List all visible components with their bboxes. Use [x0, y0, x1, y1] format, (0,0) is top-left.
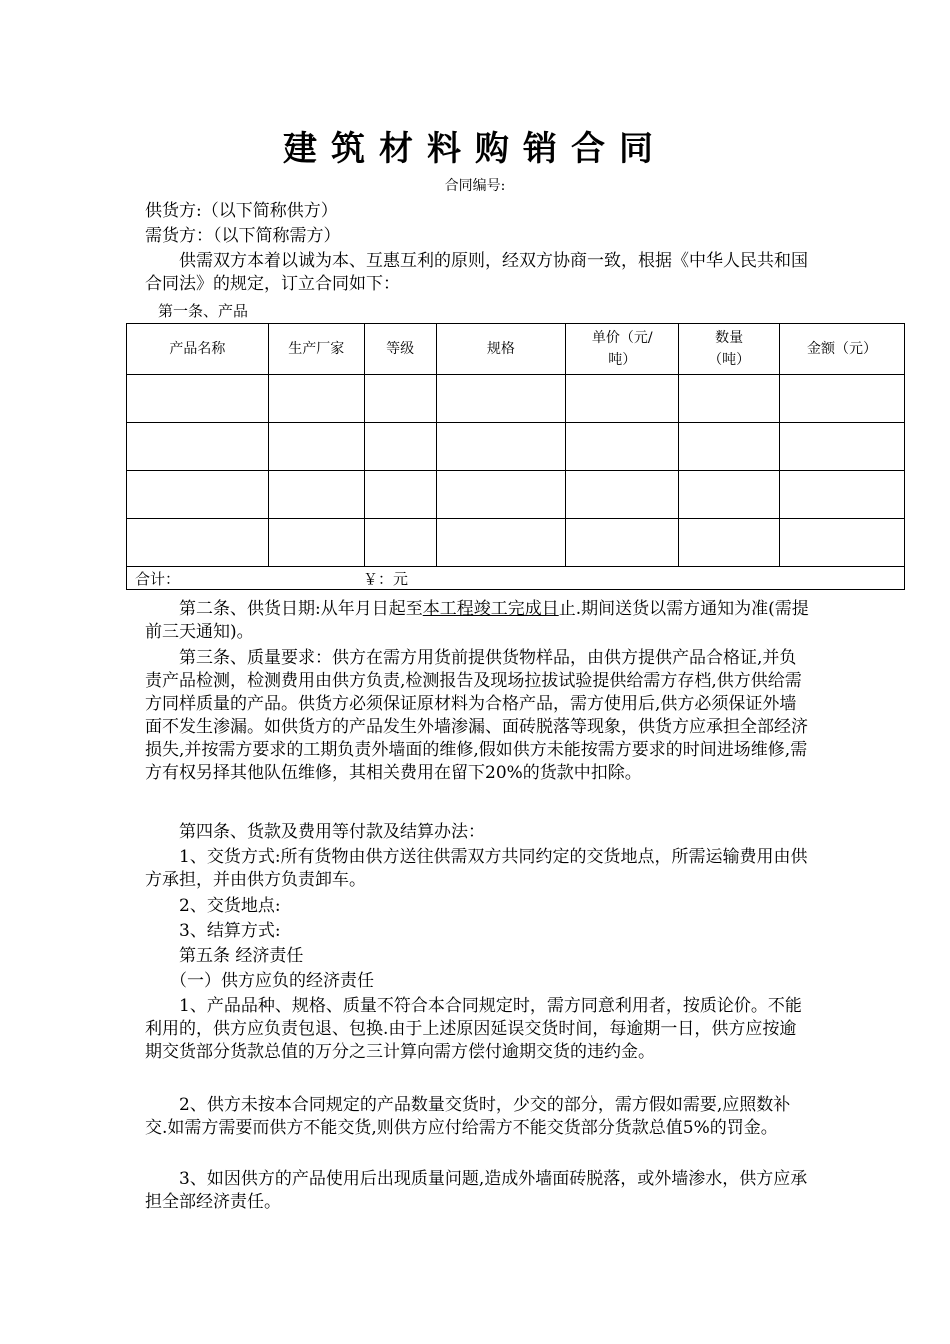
header-unit-price — [566, 324, 679, 375]
table-cell — [268, 471, 364, 519]
header-quantity-line2: （吨） — [708, 352, 751, 368]
table-cell — [679, 519, 780, 567]
header-product-name: 产品名称 — [127, 324, 269, 375]
table-cell — [127, 471, 269, 519]
header-quantity — [679, 324, 780, 375]
table-cell — [268, 519, 364, 567]
table-row — [127, 471, 905, 519]
article3-paragraph: 第三条、质量要求：供方在需方用货前提供货物样品，由供方提供产品合格证,并负责产品检测，检测费用由供方负责,检测报告及现场拉拔试验提供给需方存档,供方供给需方同样质量的产品。供货方必须保证原材料为合格产品，需方使用后,供方必须保证外墙面不发生渗漏。如供货方的产品发生外墙渗漏、面砖脱落等现象，供货方应承担全部经济损失,并按需方要求的工期负责外墙面的维修,假如供方未能按需方要求的时间进场维修,需方有权另择其他队伍维修，其相关费用在留下20%的货款中扣除。 — [145, 648, 808, 783]
table-cell — [780, 519, 905, 567]
header-amount: 金额（元） — [780, 324, 905, 375]
intro-paragraph: 供需双方本着以诚为本、互惠互利的原则，经双方协商一致，根据《中华人民共和国合同法》的规定，订立合同如下： — [145, 251, 808, 294]
table-cell — [268, 375, 364, 423]
table-cell — [679, 375, 780, 423]
table-cell — [436, 375, 566, 423]
table-total-row — [127, 567, 905, 590]
article5-sub1: （一）供方应负的经济责任 — [170, 971, 374, 991]
article4-item1: 1、交货方式:所有货物由供方送往供需双方共同约定的交货地点，所需运输费用由供方承担，并由供方负责卸车。 — [145, 847, 808, 890]
table-cell — [679, 471, 780, 519]
table-cell — [780, 471, 905, 519]
table-cell — [780, 375, 905, 423]
header-grade: 等级 — [364, 324, 436, 375]
header-quantity-line1: 数量 — [715, 330, 744, 346]
table-cell — [364, 375, 436, 423]
article1-title: 第一条、产品 — [158, 302, 249, 320]
contract-number-label: 合同编号: — [444, 178, 506, 194]
article4-title: 第四条、货款及费用等付款及结算办法： — [179, 822, 485, 842]
table-header-row — [127, 324, 905, 375]
table-cell — [364, 423, 436, 471]
header-unit-price-line1: 单价（元/ — [591, 330, 653, 346]
header-spec: 规格 — [436, 324, 566, 375]
table-cell — [127, 423, 269, 471]
table-cell — [436, 423, 566, 471]
article2-suffix: 止.期间送货以需方通知为准(需提前三天通知)。 — [145, 599, 809, 642]
article4-item2: 2、交货地点: — [179, 896, 281, 916]
total-cell — [127, 567, 905, 590]
table-cell — [436, 519, 566, 567]
table-cell — [268, 423, 364, 471]
table-row — [127, 423, 905, 471]
table-cell — [566, 375, 679, 423]
article2-prefix: 第二条、供货日期:从年月日起至 — [179, 599, 423, 619]
table-row — [127, 519, 905, 567]
table-cell — [566, 423, 679, 471]
table-cell — [127, 375, 269, 423]
table-cell — [127, 519, 269, 567]
article2-paragraph — [145, 598, 809, 644]
total-currency: ￥：元 — [363, 569, 409, 588]
supplier-line: 供货方:（以下简称供方） — [145, 201, 338, 221]
table-cell — [364, 519, 436, 567]
table-cell — [679, 423, 780, 471]
table-row — [127, 375, 905, 423]
article5-item3: 3、如因供方的产品使用后出现质量问题,造成外墙面砖脱落，或外墙渗水，供方应承担全部经济责任。 — [145, 1169, 808, 1212]
table-cell — [364, 471, 436, 519]
document-title: 建筑材料购销合同 — [283, 129, 667, 169]
table-cell — [436, 471, 566, 519]
table-cell — [780, 423, 905, 471]
product-table — [126, 323, 905, 590]
article5-title: 第五条 经济责任 — [179, 946, 304, 966]
article4-item3: 3、结算方式: — [179, 921, 281, 941]
article5-item1: 1、产品品种、规格、质量不符合本合同规定时，需方同意利用者，按质论价。不能利用的，供方应负责包退、包换.由于上述原因延误交货时间，每逾期一日，供方应按逾期交货部分货款总值的万分之三计算向需方偿付逾期交货的违约金。 — [145, 996, 802, 1062]
buyer-line: 需货方：（以下简称需方） — [145, 226, 341, 246]
header-manufacturer: 生产厂家 — [268, 324, 364, 375]
total-label: 合计： — [135, 569, 181, 588]
header-unit-price-line2: 吨） — [608, 352, 637, 368]
article2-underlined: 本工程竣工完成日 — [422, 599, 559, 619]
table-cell — [566, 471, 679, 519]
table-cell — [566, 519, 679, 567]
article5-item2: 2、供方未按本合同规定的产品数量交货时，少交的部分，需方假如需要,应照数补交.如需方需要而供方不能交货,则供方应付给需方不能交货部分货款总值5%的罚金。 — [145, 1095, 791, 1138]
